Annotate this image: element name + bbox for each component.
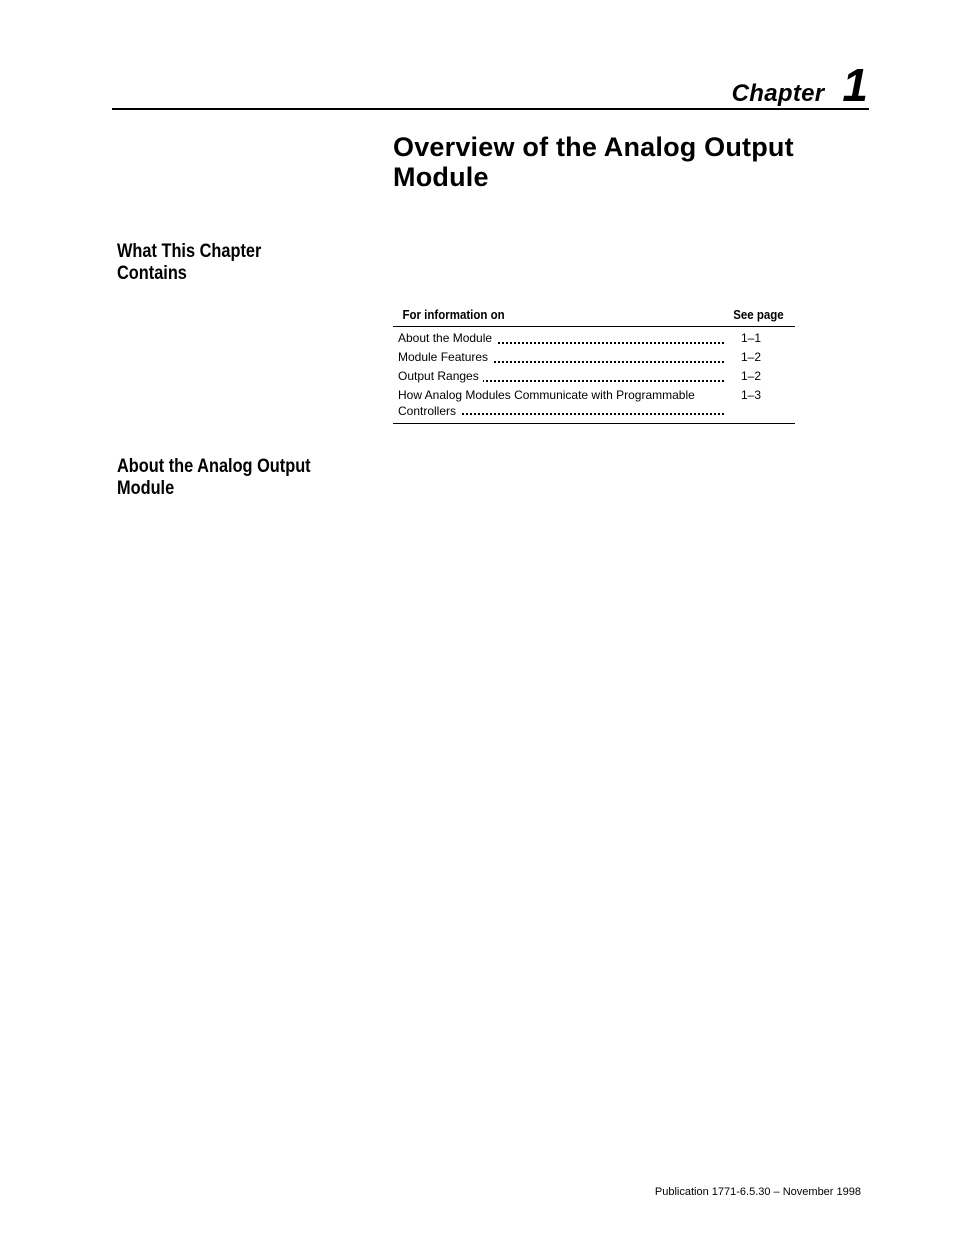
toc-topic: About the Module [398, 331, 496, 345]
header-rule [112, 108, 869, 110]
toc-topic-line2: Controllers [398, 404, 460, 418]
publication-footer: Publication 1771-6.5.30 – November 1998 [654, 1186, 861, 1198]
toc-row [393, 386, 795, 421]
toc-row [393, 367, 795, 386]
toc-topic: Module Features [398, 350, 492, 364]
toc-page: 1–3 [741, 388, 762, 402]
toc-page: 1–2 [741, 350, 762, 364]
toc-header-page: See page [733, 308, 784, 322]
toc-page: 1–1 [741, 331, 762, 345]
toc-header-topic: For information on [402, 308, 505, 322]
toc-table [393, 308, 795, 424]
page-title: Overview of the Analog Output Module [393, 132, 794, 192]
toc-topic: Output Ranges [398, 369, 483, 383]
toc-page: 1–2 [741, 369, 762, 383]
toc-row [393, 348, 795, 367]
chapter-heading [731, 59, 868, 111]
section-heading-about-module: About the Analog Output Module [117, 456, 311, 499]
section-heading-what-this-chapter-contains: What This Chapter Contains [117, 241, 262, 284]
toc-row [393, 329, 795, 348]
toc-body [393, 327, 795, 424]
toc-header-row [393, 308, 795, 327]
chapter-label: Chapter [731, 80, 825, 107]
chapter-number: 1 [842, 59, 868, 111]
toc-topic-line1: How Analog Modules Communicate with Programmable [398, 388, 695, 402]
